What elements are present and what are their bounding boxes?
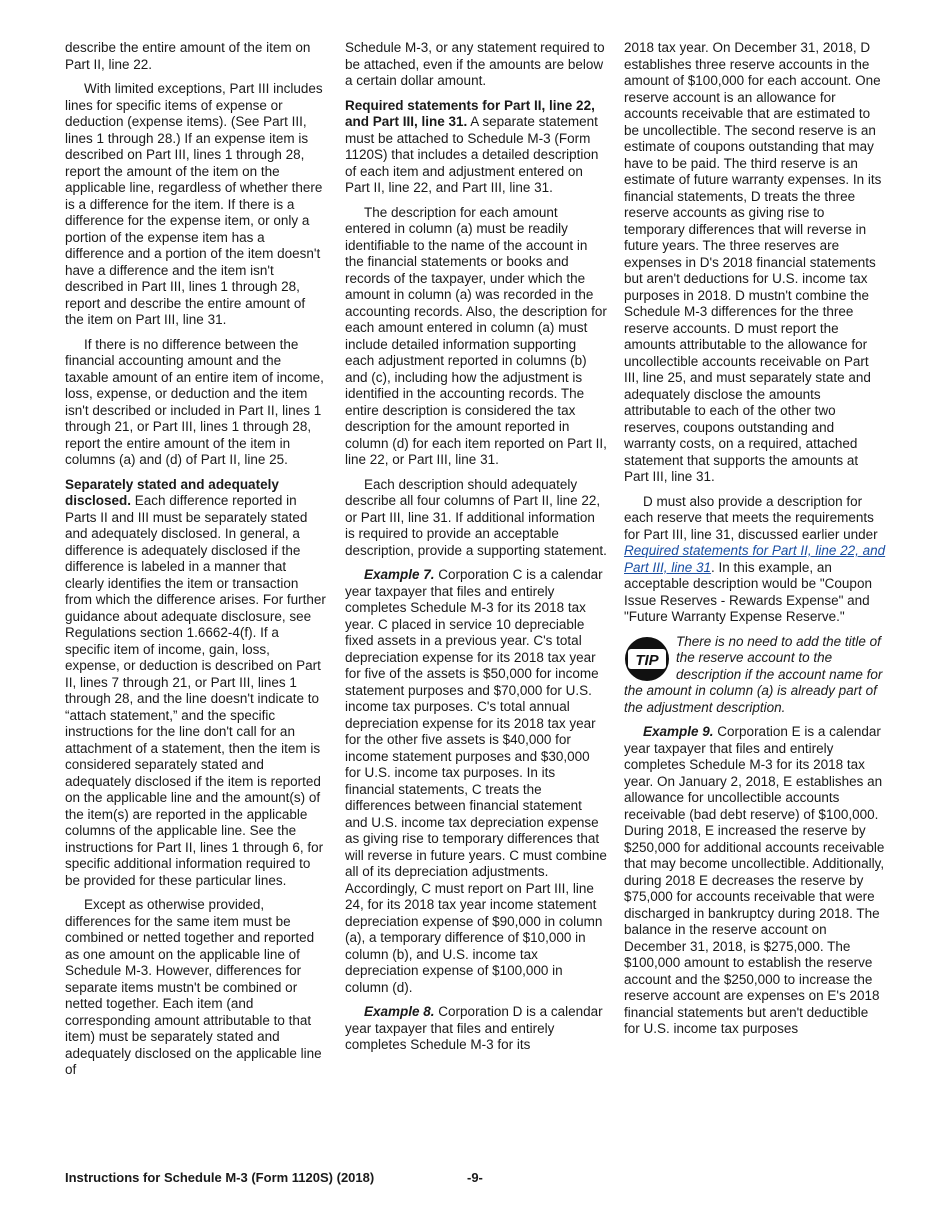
example-label: Example 8. <box>364 1004 435 1019</box>
paragraph <box>65 477 327 890</box>
section-heading: Separately stated and adequately disclosed. <box>65 476 279 508</box>
footer-title: Instructions for Schedule M-3 (Form 1120S) (2018) <box>65 1170 375 1185</box>
paragraph: If there is no difference between the financial accounting amount and the taxable amount of an entire item of income, loss, expense, or deduction and the item isn't described or included in Part II, lines 1 through 21, or Part III, lines 1 through 28, report the entire amount of the item in columns (a) and (d) of Part II, line 25. <box>65 336 324 467</box>
example-label: Example 7. <box>364 567 435 582</box>
paragraph <box>624 494 886 626</box>
example-paragraph <box>345 567 607 996</box>
tip-box <box>624 634 886 717</box>
paragraph: With limited exceptions, Part III includes lines for specific items of expense or deduction (expense items). (See Part III, lines 1 through 28.) If an expense item is described on Part III, lines 1 through 28, report the amount of the item on the applicable line, regardless of whether there is a difference for the item. If there is a difference for the expense item, or only a portion of the expense item has a difference and a portion of the item doesn't have a difference and the item isn't described in Part III, lines 1 through 28, report and describe the entire amount of the item on Part III, line 31. <box>65 81 323 327</box>
tip-text: There is no need to add the title of the reserve account to the description if the account name for the amount in column (a) is already part of the adjustment description. <box>624 633 883 715</box>
paragraph-body: D must also provide a description for each reserve that meets the requirements for Part III, line 31, discussed earlier under <box>624 493 878 542</box>
paragraph: 2018 tax year. On December 31, 2018, D establishes three reserve accounts in the amount of $100,000 for each account. One reserve account is an allowance for accounts receivable that are estimated to be uncollectible. The second reserve is an estimate of coupons outstanding that may have to be paid. The third reserve is an estimate of future warranty expenses. In its financial statements, D treats the three reserve accounts as giving rise to temporary differences that will reverse in future years. The three reserves are expenses in D's 2018 financial statements but aren't deductions for U.S. income tax purposes in 2018. D mustn't combine the Schedule M-3 differences for the three reserve accounts. D must report the amounts attributable to the allowance for uncollectible accounts receivable on Part III, line 25, and must separately state and adequately disclose the amounts attributable to each of the other two reserves, coupons outstanding and warranty costs, on a required, attached statement that supports the amounts at Part III, line 31. <box>624 40 882 484</box>
column-right <box>624 40 886 1046</box>
example-paragraph <box>345 1004 607 1054</box>
paragraph-body: . In this example, an acceptable description would be "Coupon Issue Reserves - Rewards Expense" and "Future Warranty Expense Reserve." <box>624 559 872 624</box>
example-label: Example 9. <box>643 724 714 739</box>
page-number: -9- <box>467 1170 483 1185</box>
paragraph: The description for each amount entered in column (a) must be readily identifiable to the name of the account in the financial statements or books and records of the taxpayer, under which the amount in column (a) was recorded in the accounting records. Also, the description for each amount entered in column (a) must include detailed information supporting each adjustment reported in columns (b) and (c), including how the adjustment is identified in the accounting records. The entire description is considered the tax description for the amount reported in column (d) for each item reported on Part II, line 22, or Part III, line 31. <box>345 204 607 467</box>
tip-icon <box>624 636 670 682</box>
paragraph <box>345 98 607 197</box>
paragraph: Schedule M-3, or any statement required to be attached, even if the amounts are below a certain dollar amount. <box>345 40 605 88</box>
paragraph-body: Corporation C is a calendar year taxpayer that files and entirely completes Schedule M-3 for its 2018 tax year. C placed in service 10 depreciable fixed assets in a previous year. C's total depreciation expense for its 2018 tax year for five of the assets is $50,000 for income statement purposes and $70,000 for U.S. income tax purposes. C's total annual depreciation expense for its 2018 tax year for the other five assets is $40,000 for income statement purposes and $30,000 for U.S. income tax purposes. In its financial statements, C treats the differences between financial statement and U.S. income tax depreciation expense as giving rise to temporary differences that will reverse in future years. C must combine all of its depreciation adjustments. Accordingly, C must report on Part III, line 24, for its 2018 tax year income statement depreciation expense of $90,000 in column (a), a temporary difference of $10,000 in column (b), and U.S. income tax depreciation expense of $100,000 in column (d). <box>345 567 607 995</box>
paragraph: Each description should adequately describe all four columns of Part II, line 22, or Part III, line 31. If additional information is required to provide an acceptable description, provide a supporting statement. <box>345 476 607 558</box>
paragraph: describe the entire amount of the item on Part II, line 22. <box>65 40 311 72</box>
cross-reference-link[interactable]: Required statements for Part II, line 22, and Part III, line 31 <box>624 543 886 575</box>
paragraph-body: Corporation E is a calendar year taxpayer that files and entirely completes Schedule M-3 for its 2018 tax year. On January 2, 2018, E establishes an allowance for uncollectible accounts receivable (bad debt reserve) of $100,000. During 2018, E increased the reserve by $250,000 for additional accounts receivable that may become uncollectible. Additionally, during 2018 E decreases the reserve by $75,000 for accounts receivable that were discharged in bankruptcy during 2018. The balance in the reserve account on December 31, 2018, is $275,000. The $100,000 amount to establish the reserve account and the $250,000 to increase the reserve account are expenses on E's 2018 financial statements but aren't deductible for U.S. income tax purposes <box>624 724 885 1036</box>
paragraph-body: Each difference reported in Parts II and III must be separately stated and adequately disclosed. In general, a difference is adequately disclosed if the difference is labeled in a manner that clearly identifies the item or transaction from which the difference arises. For further guidance about adequate disclosure, see Regulations section 1.6662-4(f). If a specific item of income, gain, loss, expense, or deduction is described on Part II, lines 7 through 21, or Part III, lines 1 through 28, and the line doesn't indicate to “attach statement,” and the specific instructions for the line don't call for an attachment of a statement, then the item is considered separately stated and adequately disclosed if the item is reported on the applicable line and the amount(s) of the item(s) are reported in the applicable columns of the applicable line. See the instructions for Part II, lines 1 through 6, for specific additional information required to be provided for these particular lines. <box>65 493 326 888</box>
section-heading: Required statements for Part II, line 22, and Part III, line 31. <box>345 97 595 129</box>
example-paragraph <box>624 724 886 1038</box>
paragraph-body: A separate statement must be attached to Schedule M-3 (Form 1120S) that includes a detailed description of each item and adjustment entered on Part II, line 22, and Part III, line 31. <box>345 114 599 195</box>
paragraph: Except as otherwise provided, differences for the same item must be combined or netted together and reported as one amount on the applicable line of Schedule M-3. However, differences for separate items mustn't be combined or netted together. Each item (and corresponding amount attributable to that item) must be separately stated and adequately disclosed on the applicable line of <box>65 897 322 1077</box>
column-middle <box>345 40 607 1062</box>
paragraph-body: Corporation D is a calendar year taxpayer that files and entirely completes Schedule M-3 for its <box>345 1004 603 1052</box>
tip-label: TIP <box>635 651 659 669</box>
column-left <box>65 40 327 1087</box>
